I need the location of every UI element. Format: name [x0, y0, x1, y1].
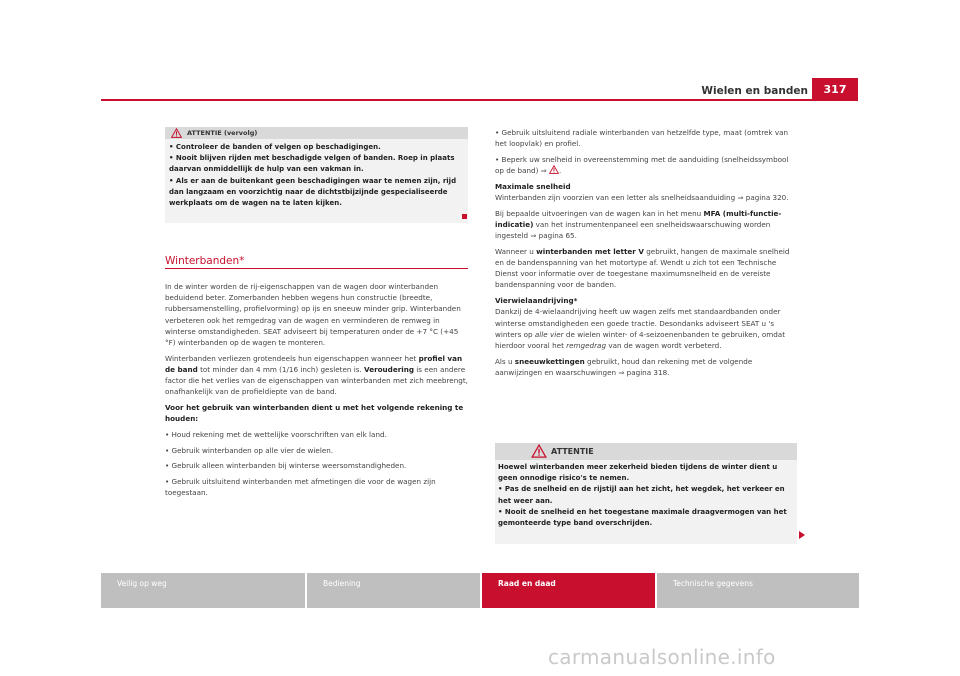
paragraph: Bij bepaalde uitvoeringen van de wagen kan in het menu MFA (multi-functie-indicatie) van het instrumentenpaneel een snelheidswaarschuwing worden ingesteld ⇒ pagina 65. [495, 208, 782, 241]
subheading: Maximale snelheid [495, 181, 571, 191]
paragraph: Winterbanden verliezen grotendeels hun eigenschappen wanneer het profiel van de band tot minder dan 4 mm (1/16 inch) gesleten is. Veroudering is een andere factor die het verlies van de eigenschappen van winterbanden met zich meebrengt, onafhankelijk van de profieldiepte van de band. [165, 353, 468, 397]
paragraph: Dankzij de 4-wielaandrijving heeft uw wagen zelfs met standaardbanden onder winterse omstandigheden een goede tractie. Desondanks adviseert SEAT u 's winters op alle vier de wielen winter- of 4-seizoenenbanden te gebruiken, omdat hierdoor vooral het remgedrag van de wagen wordt verbeterd. [495, 307, 786, 350]
warning-triangle-icon [531, 444, 547, 458]
list-item: • Houd rekening met de wettelijke voorschriften van elk land. [165, 429, 387, 439]
footer-tab-raad-en-daad[interactable]: Raad en daad [482, 573, 655, 608]
list-item: • Gebruik uitsluitend radiale winterbanden van hetzelfde type, maat (omtrek van het loopvlak) en profiel. [495, 128, 789, 149]
section-title: Winterbanden* [165, 255, 245, 267]
warning-box-continued [165, 127, 468, 223]
watermark-text: carmanualsonline.info [548, 645, 776, 669]
list-item: • Beperk uw snelheid in overeenstemming met de aanduiding (snelheidssymbool op de band) ⇒ . [495, 154, 789, 176]
list-item: • Gebruik uitsluitend winterbanden met afmetingen die voor de wagen zijn toegestaan. [165, 477, 436, 498]
warning-intro: Hoewel winterbanden meer zekerheid bieden tijdens de winter dient u geen onnodige risico's te nemen. [498, 463, 778, 483]
header-rule [101, 99, 858, 101]
subheading: Vierwielaandrijving* [495, 296, 578, 306]
footer-tab-veilig-op-weg[interactable]: Veilig op weg [101, 573, 305, 608]
warning-box [495, 443, 797, 544]
paragraph-bold: Voor het gebruik van winterbanden dient u met het volgende rekening te houden: [165, 403, 464, 424]
paragraph: In de winter worden de rij-eigenschappen van de wagen door winterbanden beduidend beter. Zomerbanden hebben wegens hun constructie (breedte, rubbersamenstelling, profielvorming) op ijs en sneeuw minder grip. Winterbanden verbeteren ook het remgedrag van de wagen en verminderen de remweg in winterse omstandigheden. SEAT adviseert bij temperaturen onder de +7 °C (+45 °F) winterbanden op de wagen te monteren. [165, 282, 461, 348]
section-rule [165, 268, 468, 269]
warning-label: ATTENTIE [551, 447, 594, 456]
running-header-title: Wielen en banden [701, 85, 808, 97]
warning-item: • Pas de snelheid en de rijstijl aan het zicht, het wegdek, het verkeer en het weer aan. [498, 485, 785, 505]
warning-item: • Nooit blijven rijden met beschadigde velgen of banden. Roep in plaats daarvan onmiddellijk de hulp van een vakman in. [169, 154, 455, 174]
warning-item: • Als er aan de buitenkant geen beschadigingen waar te nemen zijn, rijd dan langzaam en voorzichtig naar de dichtstbijzijnde gespecialiseerde werkplaats om de wagen na te laten kijken. [169, 176, 457, 208]
end-of-section-marker [462, 214, 467, 219]
left-column [165, 281, 468, 503]
continue-arrow-icon [799, 531, 805, 539]
warning-triangle-icon [171, 128, 182, 138]
right-column [495, 127, 797, 383]
list-item: • Gebruik winterbanden op alle vier de wielen. [165, 445, 334, 455]
list-item: • Gebruik alleen winterbanden bij winterse weersomstandigheden. [165, 461, 407, 471]
page-number: 317 [812, 78, 858, 100]
warning-item: • Nooit de snelheid en het toegestane maximale draagvermogen van het gemonteerde type band overschrijden. [498, 507, 787, 528]
paragraph: Als u sneeuwkettingen gebruikt, houd dan rekening met de volgende aanwijzingen en waarschuwingen ⇒ pagina 318. [495, 356, 753, 377]
footer-tab-bediening[interactable]: Bediening [307, 573, 480, 608]
warning-triangle-icon [549, 165, 559, 174]
footer-tab-technische-gegevens[interactable]: Technische gegevens [657, 573, 859, 608]
paragraph: Wanneer u winterbanden met letter V gebruikt, hangen de maximale snelheid en de bandenspanning van het motortype af. Wendt u zich tot een Technische Dienst voor informatie over de toegestane maximumsnelheid en de vereiste bandenspanning voor de banden. [495, 246, 790, 290]
warning-label: ATTENTIE (vervolg) [187, 129, 258, 137]
warning-header [495, 443, 797, 460]
warning-header [165, 127, 468, 139]
warning-item: • Controleer de banden of velgen op beschadigingen. [169, 143, 381, 151]
paragraph: Winterbanden zijn voorzien van een letter als snelheidsaanduiding ⇒ pagina 320. [495, 193, 789, 203]
